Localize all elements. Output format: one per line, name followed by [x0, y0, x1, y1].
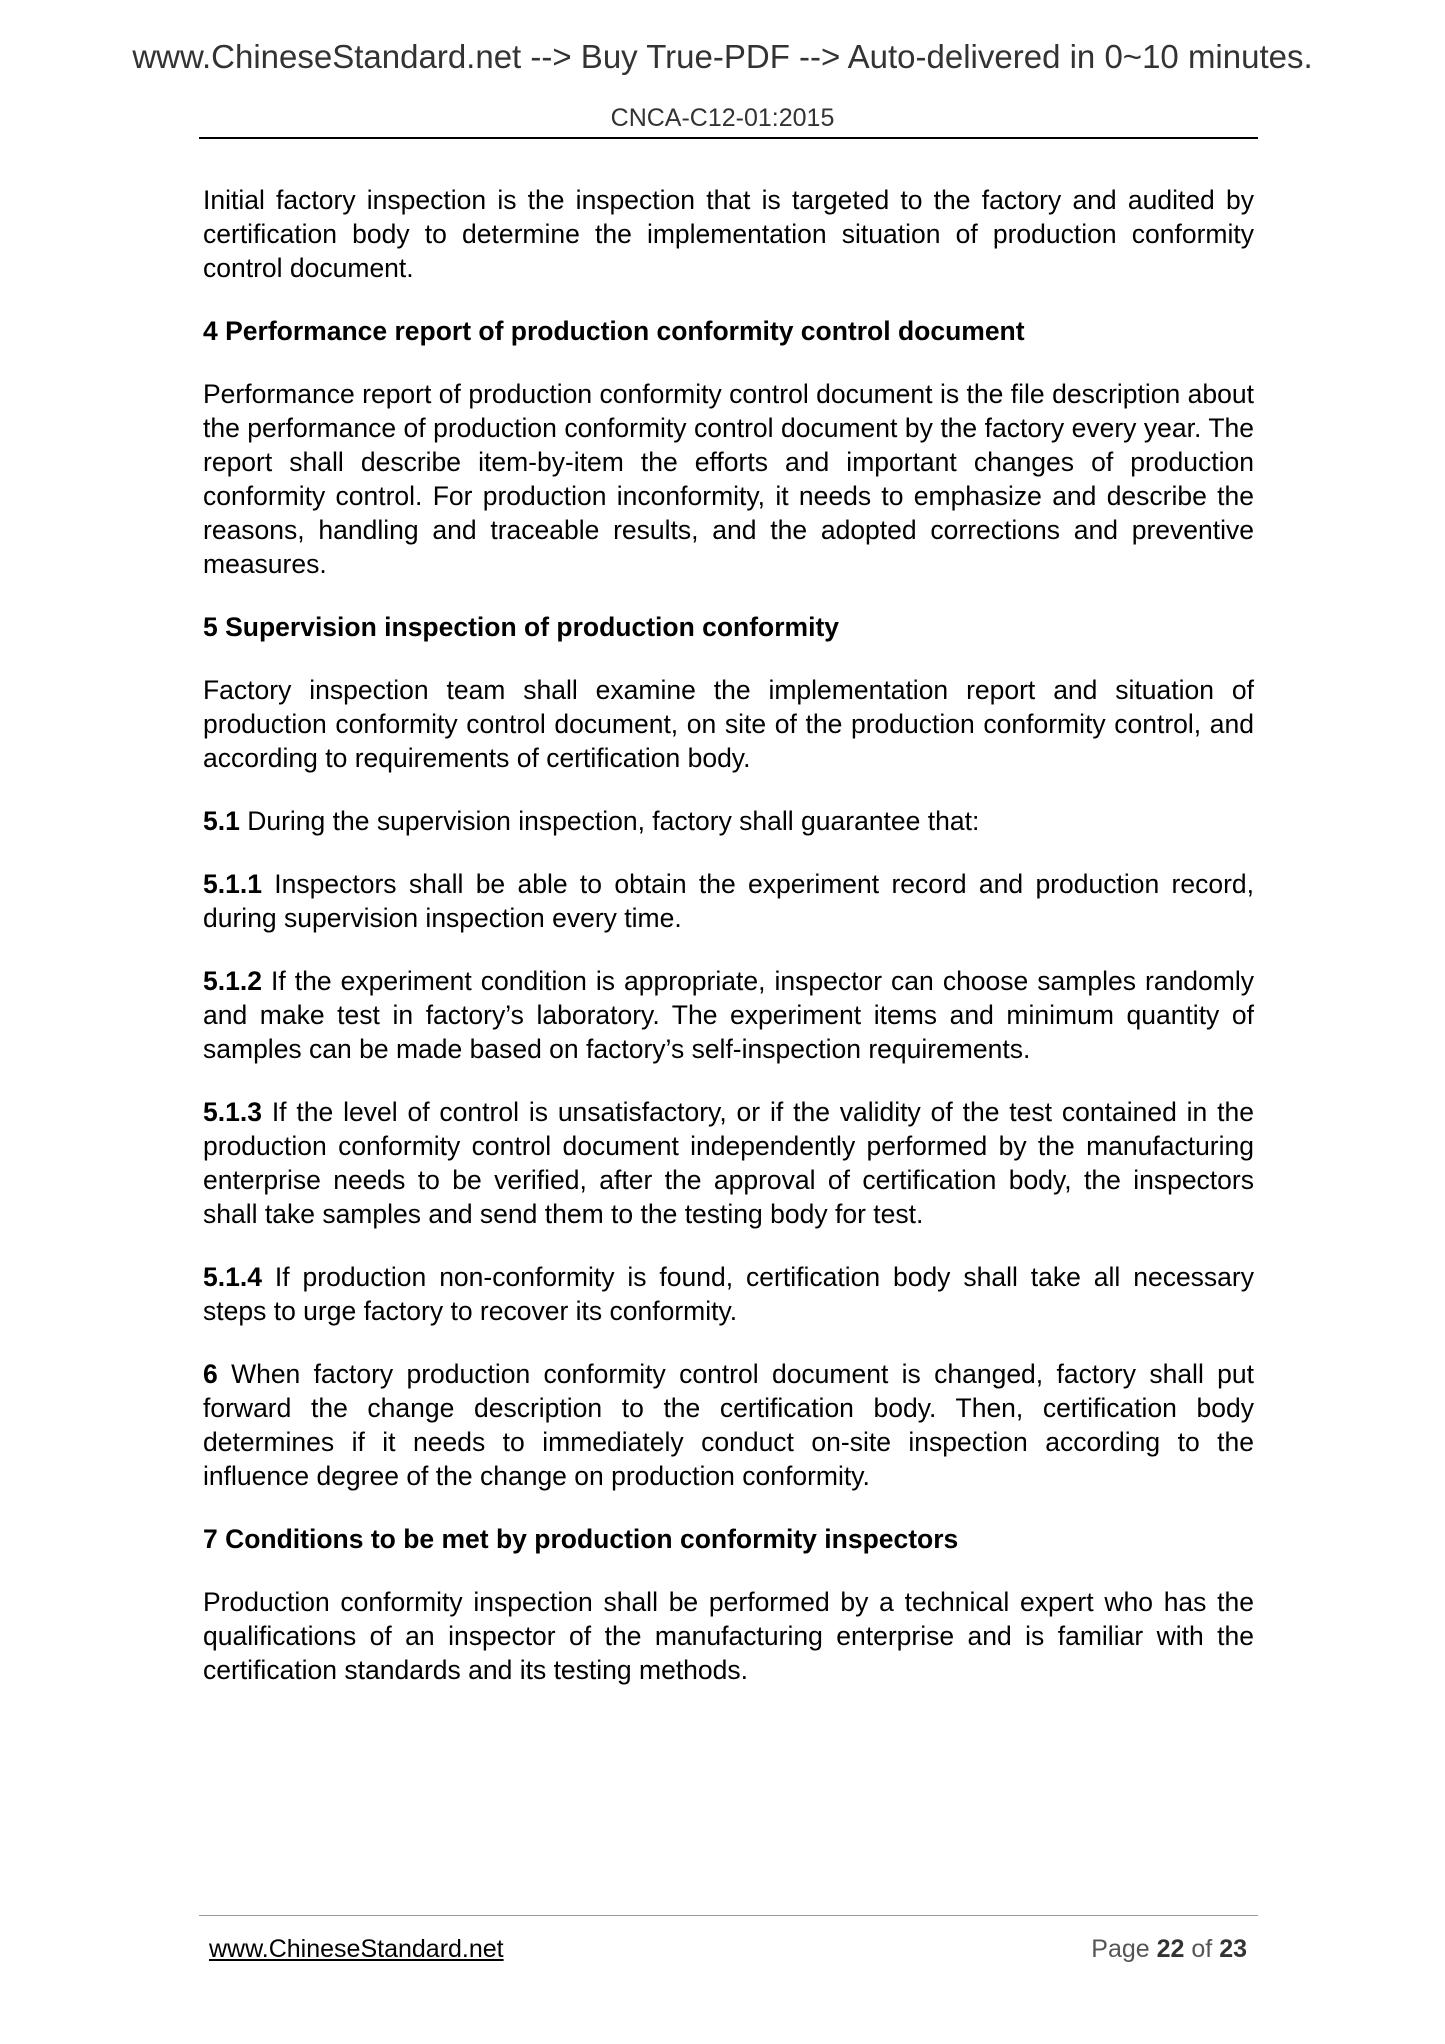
clause-5-1-1: [203, 867, 1254, 935]
page-of: of: [1184, 1935, 1220, 1963]
clause-5-1-4: [203, 1260, 1254, 1328]
clause-number: 5.1.3: [203, 1097, 262, 1127]
clause-number: 6: [203, 1359, 218, 1389]
clause-text: When factory production conformity control document is changed, factory shall put forward the change description to the certification body. Then, certification body determines if it needs to immediately conduct on-site inspection according to the influence degree of the change on production conformity.: [203, 1359, 1254, 1491]
clause-text: If production non-conformity is found, certification body shall take all necessary steps to urge factory to recover its conformity.: [203, 1262, 1254, 1326]
page-prefix: Page: [1091, 1935, 1157, 1963]
page-current: 22: [1156, 1935, 1185, 1963]
page-content: [203, 183, 1254, 1716]
clause-6: [203, 1357, 1254, 1493]
section-5-heading: 5 Supervision inspection of production conformity: [203, 612, 840, 642]
clause-5-1: [203, 804, 1254, 838]
section-7-paragraph: Production conformity inspection shall be performed by a technical expert who has the qualifications of an inspector of the manufacturing enterprise and is familiar with the certification standards and its testing methods.: [203, 1587, 1254, 1685]
clause-number: 5.1.1: [203, 869, 262, 899]
section-4-heading: 4 Performance report of production conformity control document: [203, 316, 1025, 346]
clause-5-1-2: [203, 964, 1254, 1066]
clause-number: 5.1: [203, 806, 240, 836]
clause-text: If the level of control is unsatisfactory, or if the validity of the test contained in the production conformity control document independently performed by the manufacturing enterprise needs to be verified, after the approval of certification body, the inspectors shall take samples and send them to the testing body for test.: [203, 1097, 1254, 1229]
clause-number: 5.1.2: [203, 966, 262, 996]
clause-text: During the supervision inspection, factory shall guarantee that:: [239, 806, 980, 836]
document-code: CNCA-C12-01:2015: [610, 104, 835, 132]
footer-divider: [199, 1915, 1258, 1916]
source-banner: www.ChineseStandard.net --> Buy True-PDF --> Auto-delivered in 0~10 minutes.: [132, 38, 1313, 75]
section-4-paragraph: Performance report of production conformity control document is the file description about the performance of production conformity control document by the factory every year. The report shall describe item-by-item the efforts and important changes of production conformity control. For production inconformity, it needs to emphasize and describe the reasons, handling and traceable results, and the adopted corrections and preventive measures.: [203, 379, 1254, 579]
header-divider: [199, 137, 1258, 139]
section-5-paragraph: Factory inspection team shall examine the implementation report and situation of production conformity control document, on site of the production conformity control, and according to requirements of certification body.: [203, 675, 1254, 773]
section-7-heading: 7 Conditions to be met by production conformity inspectors: [203, 1524, 959, 1554]
clause-text: If the experiment condition is appropriate, inspector can choose samples randomly and make test in factory’s laboratory. The experiment items and minimum quantity of samples can be made based on factory’s self-inspection requirements.: [203, 966, 1254, 1064]
page-number: [1091, 1935, 1247, 1964]
clause-number: 5.1.4: [203, 1262, 262, 1292]
clause-text: Inspectors shall be able to obtain the experiment record and production record, during supervision inspection every time.: [203, 869, 1254, 933]
page-total: 23: [1219, 1935, 1247, 1963]
footer-website-link[interactable]: www.ChineseStandard.net: [209, 1935, 504, 1963]
intro-paragraph: Initial factory inspection is the inspection that is targeted to the factory and audited by certification body to determine the implementation situation of production conformity control document.: [203, 185, 1254, 283]
clause-5-1-3: [203, 1095, 1254, 1231]
